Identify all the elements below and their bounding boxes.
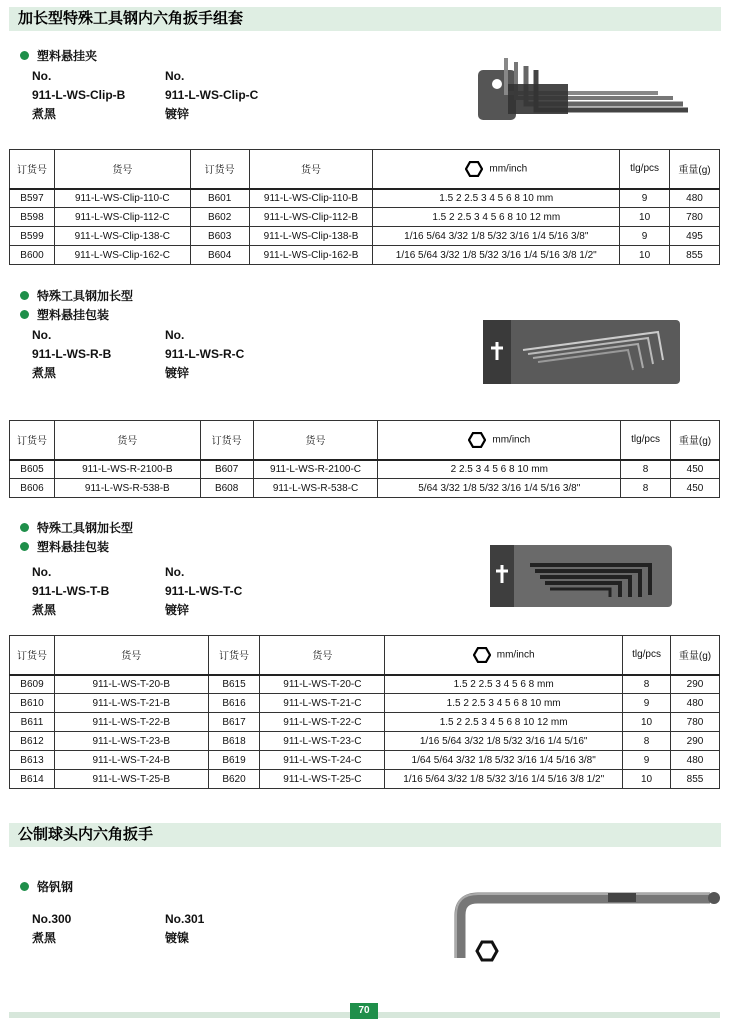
- cell: 911-L-WS-T-22-B: [54, 713, 208, 732]
- col-size: [378, 421, 621, 460]
- bullet-dot-icon: [20, 310, 29, 319]
- model-finish: 煮黑: [32, 366, 57, 380]
- model-code: 911-L-WS-Clip-B: [32, 88, 126, 102]
- cell: 1.5 2 2.5 3 4 5 6 8 mm: [385, 675, 623, 694]
- hexagon-icon: [465, 161, 483, 177]
- cell: 911-L-WS-Clip-110-B: [249, 189, 373, 208]
- col-order-no: 订货号: [208, 636, 260, 675]
- table-row: [10, 460, 720, 479]
- col-order-no: 订货号: [200, 421, 253, 460]
- cell: 911-L-WS-R-538-C: [253, 479, 378, 498]
- cell: 1.5 2 2.5 3 4 5 6 8 10 12 mm: [385, 713, 623, 732]
- bullet-item: [20, 538, 109, 555]
- cell: 855: [671, 770, 720, 789]
- cell: 911-L-WS-T-25-B: [54, 770, 208, 789]
- cell: B610: [10, 694, 55, 713]
- cell: B618: [208, 732, 260, 751]
- cell: 911-L-WS-R-2100-B: [54, 460, 200, 479]
- model-finish: 镀锌: [165, 603, 190, 617]
- cell: 2 2.5 3 4 5 6 8 10 mm: [378, 460, 621, 479]
- table-header-row: [10, 150, 720, 189]
- cell: 911-L-WS-R-538-B: [54, 479, 200, 498]
- model-no-label: No.: [32, 565, 52, 579]
- cell: 911-L-WS-T-24-B: [54, 751, 208, 770]
- col-size-label: mm/inch: [489, 163, 528, 175]
- cell: 780: [670, 208, 720, 227]
- model-column-zinc: [165, 67, 258, 124]
- model-no-label: No.: [32, 69, 52, 83]
- table-row: [10, 208, 720, 227]
- cell: 911-L-WS-Clip-162-B: [249, 246, 373, 265]
- table-header-row: [10, 636, 720, 675]
- cell: 10: [620, 246, 670, 265]
- col-size: [373, 150, 620, 189]
- table-row: [10, 751, 720, 770]
- model-no-label: No.: [165, 565, 185, 579]
- cell: B615: [208, 675, 260, 694]
- cell: 9: [623, 751, 671, 770]
- model-no-label: No.301: [165, 912, 205, 926]
- cell: 480: [671, 694, 720, 713]
- cell: 911-L-WS-Clip-110-C: [54, 189, 190, 208]
- cell: 911-L-WS-R-2100-C: [253, 460, 378, 479]
- cell: 911-L-WS-T-23-B: [54, 732, 208, 751]
- col-item-no: 货号: [249, 150, 373, 189]
- cell: B607: [200, 460, 253, 479]
- cell: 9: [623, 694, 671, 713]
- ball-end-hex-key-image: [438, 880, 723, 970]
- cell: 450: [671, 460, 720, 479]
- cell: B605: [10, 460, 55, 479]
- cell: 1/16 5/64 3/32 1/8 5/32 3/16 1/4 5/16": [385, 732, 623, 751]
- col-order-no: 订货号: [190, 150, 249, 189]
- bullet-item: [20, 287, 133, 304]
- col-weight: 重量(g): [671, 421, 720, 460]
- cell: 911-L-WS-Clip-112-C: [54, 208, 190, 227]
- section-title: 加长型特殊工具钢内六角扳手组套: [9, 7, 721, 31]
- bullet-item: [20, 306, 109, 323]
- model-column-nickel: [165, 910, 204, 948]
- model-finish: 煮黑: [32, 603, 57, 617]
- col-pcs: tlg/pcs: [620, 150, 670, 189]
- table-row: [10, 675, 720, 694]
- page-number: 70: [350, 1003, 378, 1019]
- cell: B603: [190, 227, 249, 246]
- table-row: [10, 189, 720, 208]
- cell: B609: [10, 675, 55, 694]
- bullet-dot-icon: [20, 523, 29, 532]
- cell: B600: [10, 246, 55, 265]
- bullet-item: [20, 519, 133, 536]
- cell: B611: [10, 713, 55, 732]
- col-item-no: 货号: [54, 636, 208, 675]
- model-column-black: [32, 326, 111, 383]
- cell: B613: [10, 751, 55, 770]
- table-row: [10, 713, 720, 732]
- cell: 480: [671, 751, 720, 770]
- bullet-dot-icon: [20, 882, 29, 891]
- model-no-label: No.: [165, 328, 185, 342]
- table-row: [10, 479, 720, 498]
- cell: B602: [190, 208, 249, 227]
- model-finish: 镀镍: [165, 931, 190, 945]
- cell: 911-L-WS-T-22-C: [260, 713, 385, 732]
- bullet-text: 塑料悬挂夹: [37, 49, 98, 63]
- bullet-dot-icon: [20, 51, 29, 60]
- cell: 1/16 5/64 3/32 1/8 5/32 3/16 1/4 5/16 3/8": [373, 227, 620, 246]
- hex-key-pouch-image: [483, 320, 680, 384]
- cell: B616: [208, 694, 260, 713]
- col-size-label: mm/inch: [496, 649, 535, 661]
- model-column-zinc: [165, 326, 244, 383]
- cell: B601: [190, 189, 249, 208]
- model-column-zinc: [165, 563, 242, 620]
- cell: 780: [671, 713, 720, 732]
- table-row: [10, 694, 720, 713]
- cell: 8: [623, 732, 671, 751]
- col-weight: 重量(g): [671, 636, 720, 675]
- col-item-no: 货号: [253, 421, 378, 460]
- table-row: [10, 227, 720, 246]
- col-weight: 重量(g): [670, 150, 720, 189]
- cell: B619: [208, 751, 260, 770]
- cell: 450: [671, 479, 720, 498]
- cell: 5/64 3/32 1/8 5/32 3/16 1/4 5/16 3/8": [378, 479, 621, 498]
- cell: 911-L-WS-Clip-138-C: [54, 227, 190, 246]
- model-finish: 煮黑: [32, 931, 57, 945]
- model-code: 911-L-WS-T-B: [32, 584, 110, 598]
- hexagon-icon: [473, 647, 491, 663]
- bullet-text: 特殊工具钢加长型: [37, 289, 134, 303]
- model-no-label: No.300: [32, 912, 72, 926]
- cell: 911-L-WS-T-21-B: [54, 694, 208, 713]
- cell: B606: [10, 479, 55, 498]
- table-row: [10, 246, 720, 265]
- cell: 8: [623, 675, 671, 694]
- cell: 495: [670, 227, 720, 246]
- spec-table-2: [9, 420, 720, 498]
- cell: B614: [10, 770, 55, 789]
- model-column-black: [32, 910, 71, 948]
- cell: 911-L-WS-Clip-138-B: [249, 227, 373, 246]
- spec-table-3: [9, 635, 720, 789]
- model-finish: 煮黑: [32, 107, 57, 121]
- cell: 1.5 2 2.5 3 4 5 6 8 10 mm: [373, 189, 620, 208]
- cell: 8: [621, 479, 671, 498]
- hex-key-clip-set-image: [478, 48, 693, 128]
- bullet-text: 塑料悬挂包装: [37, 540, 110, 554]
- col-item-no: 货号: [54, 150, 190, 189]
- cell: 911-L-WS-T-20-B: [54, 675, 208, 694]
- cell: 10: [623, 713, 671, 732]
- cell: B608: [200, 479, 253, 498]
- bullet-dot-icon: [20, 542, 29, 551]
- bullet-item: [20, 878, 73, 895]
- col-order-no: 订货号: [10, 421, 55, 460]
- col-order-no: 订货号: [10, 636, 55, 675]
- hex-key-pouch-t-image: [490, 545, 672, 607]
- cell: 480: [670, 189, 720, 208]
- cell: 10: [623, 770, 671, 789]
- cell: 911-L-WS-T-21-C: [260, 694, 385, 713]
- model-code: 911-L-WS-R-B: [32, 347, 112, 361]
- model-no-label: No.: [32, 328, 52, 342]
- cell: 1.5 2 2.5 3 4 5 6 8 10 mm: [385, 694, 623, 713]
- model-column-black: [32, 563, 109, 620]
- cell: 1/16 5/64 3/32 1/8 5/32 3/16 1/4 5/16 3/8 1/2": [385, 770, 623, 789]
- col-pcs: tlg/pcs: [621, 421, 671, 460]
- hexagon-icon: [468, 432, 486, 448]
- model-finish: 镀锌: [165, 107, 190, 121]
- cell: 10: [620, 208, 670, 227]
- model-finish: 镀锌: [165, 366, 190, 380]
- cell: B620: [208, 770, 260, 789]
- col-item-no: 货号: [54, 421, 200, 460]
- cell: 855: [670, 246, 720, 265]
- cell: B612: [10, 732, 55, 751]
- cell: B597: [10, 189, 55, 208]
- bullet-dot-icon: [20, 291, 29, 300]
- model-no-label: No.: [165, 69, 185, 83]
- cell: 9: [620, 189, 670, 208]
- cell: 290: [671, 675, 720, 694]
- cell: 1/16 5/64 3/32 1/8 5/32 3/16 1/4 5/16 3/8 1/2": [373, 246, 620, 265]
- cell: 911-L-WS-T-23-C: [260, 732, 385, 751]
- section-title: 公制球头内六角扳手: [9, 823, 721, 847]
- cell: 911-L-WS-Clip-162-C: [54, 246, 190, 265]
- cell: B617: [208, 713, 260, 732]
- model-code: 911-L-WS-Clip-C: [165, 88, 259, 102]
- cell: 290: [671, 732, 720, 751]
- bullet-item: [20, 47, 97, 64]
- model-column-black: [32, 67, 125, 124]
- table-row: [10, 770, 720, 789]
- cell: 8: [621, 460, 671, 479]
- cell: 911-L-WS-T-20-C: [260, 675, 385, 694]
- col-item-no: 货号: [260, 636, 385, 675]
- col-pcs: tlg/pcs: [623, 636, 671, 675]
- table-header-row: [10, 421, 720, 460]
- bullet-text: 塑料悬挂包装: [37, 308, 110, 322]
- cell: B599: [10, 227, 55, 246]
- bullet-text: 铬钒钢: [37, 880, 74, 894]
- cell: B598: [10, 208, 55, 227]
- bullet-text: 特殊工具钢加长型: [37, 521, 134, 535]
- cell: 1.5 2 2.5 3 4 5 6 8 10 12 mm: [373, 208, 620, 227]
- cell: 9: [620, 227, 670, 246]
- col-size-label: mm/inch: [492, 434, 531, 446]
- model-code: 911-L-WS-T-C: [165, 584, 243, 598]
- cell: 911-L-WS-Clip-112-B: [249, 208, 373, 227]
- table-row: [10, 732, 720, 751]
- cell: 1/64 5/64 3/32 1/8 5/32 3/16 1/4 5/16 3/8": [385, 751, 623, 770]
- col-order-no: 订货号: [10, 150, 55, 189]
- model-code: 911-L-WS-R-C: [165, 347, 245, 361]
- col-size: [385, 636, 623, 675]
- cell: 911-L-WS-T-25-C: [260, 770, 385, 789]
- cell: 911-L-WS-T-24-C: [260, 751, 385, 770]
- cell: B604: [190, 246, 249, 265]
- spec-table-1: [9, 149, 720, 265]
